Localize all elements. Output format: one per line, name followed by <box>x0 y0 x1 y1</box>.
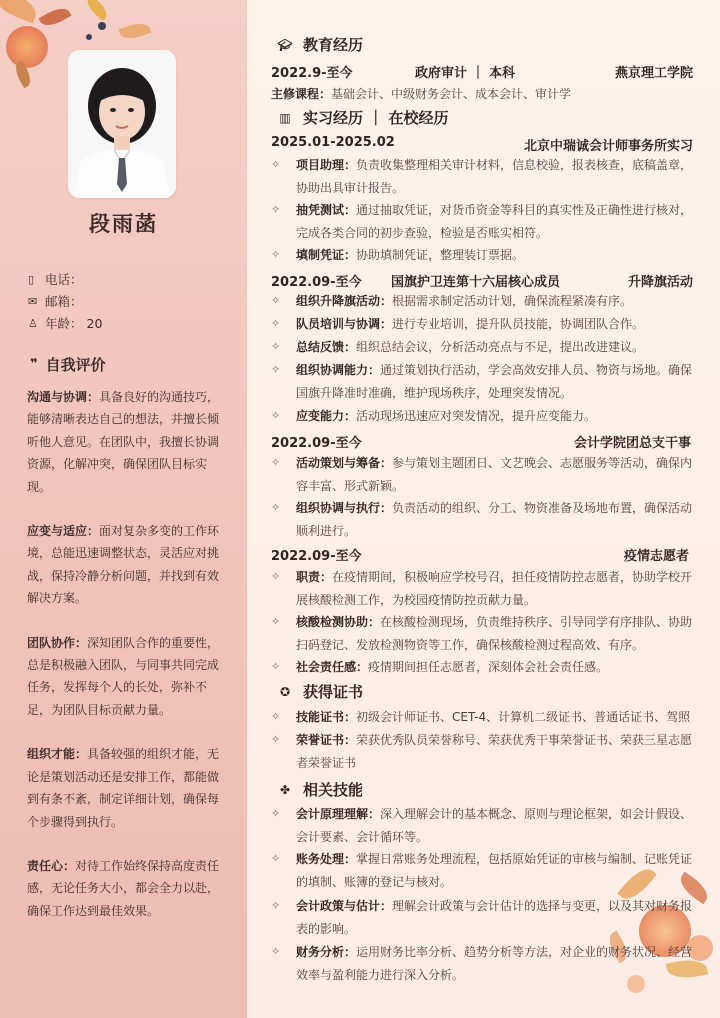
puzzle-icon: ✤ <box>279 782 291 797</box>
bullet-label: 填制凭证： <box>296 248 357 262</box>
graduation-cap-icon: 🎓︎ <box>277 37 293 52</box>
diamond-icon: ✧ <box>271 852 281 865</box>
diamond-icon: ✧ <box>271 945 281 958</box>
skills-title-text: 相关技能 <box>303 781 364 799</box>
list-item <box>271 729 696 774</box>
list-item <box>271 848 696 893</box>
bullet-text: 协助填制凭证，整理装订票据。 <box>356 248 525 262</box>
bullet-text: 荣获优秀队员荣誉称号、荣获优秀干事荣誉证书、荣获三星志愿者荣誉证书 <box>296 733 693 770</box>
bullet-label: 账务处理： <box>296 852 357 866</box>
list-item <box>271 313 696 336</box>
bullet-label: 财务分析： <box>296 945 357 959</box>
person-icon: ♙ <box>28 316 38 330</box>
diamond-icon: ✧ <box>271 733 281 746</box>
education-period: 2022.9-至今 <box>271 66 353 81</box>
skills-section-title <box>276 779 363 800</box>
bullet-text: 运用财务比率分析、趋势分析等方法，对企业的财务状况、经营效率与盈利能力进行深入分析。 <box>296 945 693 982</box>
education-school: 燕京理工学院 <box>614 66 693 81</box>
phone-icon: ▯ <box>28 272 35 286</box>
courses-label: 主修课程： <box>271 87 332 101</box>
bullet-label: 社会责任感： <box>296 660 369 674</box>
bullet-text: 初级会计师证书、CET-4、计算机二级证书、普通话证书、驾照 <box>356 710 691 724</box>
bullet-text: 通过策划执行活动，学会高效安排人员、物资与场地。确保国旗升降准时准确，维护现场秩序，处理突发情况。 <box>296 363 693 400</box>
list-item <box>271 497 696 542</box>
experience-period: 2022.09-至今 <box>271 436 362 451</box>
diamond-icon: ✧ <box>271 363 281 376</box>
diamond-icon: ✧ <box>271 710 281 723</box>
list-item <box>271 405 696 428</box>
bullet-label: 会计原理理解： <box>296 807 381 821</box>
self-eval-item <box>27 743 227 833</box>
list-item <box>271 336 696 359</box>
list-item <box>271 803 696 848</box>
bullet-text: 在核酸检测现场，负责维持秩序、引导同学有序排队、协助扫码登记、发放检测物资等工作，确保核酸检测过程高效、有序。 <box>296 615 693 652</box>
experience-section-title <box>276 107 448 128</box>
bullet-label: 项目助理： <box>296 158 357 172</box>
email-row <box>28 290 102 312</box>
diamond-icon: ✧ <box>271 501 281 514</box>
bullet-text: 疫情期间担任志愿者，深刻体会社会责任感。 <box>368 660 609 674</box>
self-eval-label: 应变与适应： <box>27 524 100 539</box>
bullet-label: 会计政策与估计： <box>296 899 393 913</box>
diamond-icon: ✧ <box>271 615 281 628</box>
list-item <box>271 244 696 267</box>
diamond-icon: ✧ <box>271 317 281 330</box>
self-eval-list <box>27 386 227 944</box>
bullet-text: 负责活动的组织、分工、物资准备及场地布置，确保活动顺利进行。 <box>296 501 693 538</box>
age-row <box>28 312 102 334</box>
bullet-label: 活动策划与筹备： <box>296 456 393 470</box>
self-eval-label: 团队协作： <box>27 635 88 650</box>
bullet-text: 活动现场迅速应对突发情况，提升应变能力。 <box>356 409 597 423</box>
list-item <box>271 941 696 986</box>
list-item <box>271 656 696 679</box>
experience-org: 疫情志愿者 <box>623 549 689 564</box>
education-major: 政府审计 ｜ 本科 <box>415 66 516 81</box>
bullet-label: 核酸检测协助： <box>296 615 381 629</box>
applicant-name: 段雨菡 <box>89 212 158 236</box>
education-title-text: 教育经历 <box>303 36 364 54</box>
self-eval-item <box>27 520 227 610</box>
courses-text: 基础会计、中级财务会计、成本会计、审计学 <box>331 87 572 101</box>
phone-row <box>28 268 102 290</box>
self-eval-item <box>27 855 227 922</box>
bullet-text: 在疫情期间，积极响应学校号召，担任疫情防控志愿者，协助学校开展核酸检测工作，为校园疫情防控贡献力量。 <box>296 570 693 607</box>
diamond-icon: ✧ <box>271 340 281 353</box>
experience-org: 北京中瑞诚会计师事务所实习 <box>523 139 693 154</box>
self-eval-title-text: 自我评价 <box>45 356 106 374</box>
sidebar <box>0 0 247 1018</box>
experience-role: 国旗护卫连第十六届核心成员 <box>391 275 561 290</box>
bullet-label: 职责： <box>296 570 333 584</box>
diamond-icon: ✧ <box>271 203 281 216</box>
building-icon: ▥ <box>279 110 291 125</box>
bullet-text: 掌握日常账务处理流程，包括原始凭证的审核与编制、记账凭证的填制、账簿的登记与核对。 <box>296 852 693 889</box>
list-item <box>271 154 696 199</box>
mail-icon: ✉ <box>28 294 38 308</box>
bullet-label: 总结反馈： <box>296 340 357 354</box>
self-eval-text: 面对复杂多变的工作环境，总能迅速调整状态，灵活应对挑战，保持冷静分析问题，并找到有效解决方案。 <box>27 524 220 606</box>
self-eval-label: 组织才能： <box>27 747 88 762</box>
bullet-label: 组织协调能力： <box>296 363 381 377</box>
self-eval-text: 具备较强的组织才能，无论是策划活动还是安排工作，都能做到有条不紊，制定详细计划，确保每个步骤得到执行。 <box>27 747 220 829</box>
bullet-label: 荣誉证书： <box>296 733 357 747</box>
experience-period: 2025.01-2025.02 <box>271 135 395 150</box>
list-item <box>271 290 696 313</box>
self-eval-text: 具备良好的沟通技巧，能够清晰表达自己的想法，并擅长倾听他人意见。在团队中，我擅长协调资源，化解冲突，确保团队目标实现。 <box>27 390 220 494</box>
list-item <box>271 706 696 729</box>
diamond-icon: ✧ <box>271 248 281 261</box>
self-eval-text: 深知团队合作的重要性，总是积极融入团队，与同事共同完成任务，发挥每个人的长处，弥补不足，为团队目标贡献力量。 <box>27 635 220 717</box>
bullet-label: 组织升降旗活动： <box>296 294 393 308</box>
bullet-text: 根据需求制定活动计划，确保流程紧凑有序。 <box>392 294 633 308</box>
experience-period: 2022.09-至今 <box>271 549 362 564</box>
self-eval-item <box>27 386 227 498</box>
self-eval-item <box>27 632 227 722</box>
experience-period: 2022.09-至今 <box>271 275 362 290</box>
bullet-text: 进行专业培训，提升队员技能，协调团队合作。 <box>392 317 645 331</box>
list-item <box>271 199 696 244</box>
list-item <box>271 452 696 497</box>
experience-org: 会计学院团总支干事 <box>573 436 691 451</box>
diamond-icon: ✧ <box>271 899 281 912</box>
list-item <box>271 359 696 404</box>
diamond-icon: ✧ <box>271 409 281 422</box>
experience-org: 升降旗活动 <box>627 275 693 290</box>
list-item <box>271 895 696 940</box>
bullet-label: 技能证书： <box>296 710 357 724</box>
diamond-icon: ✧ <box>271 660 281 673</box>
bullet-text: 深入理解会计的基本概念、原则与理论框架，如会计假设、会计要素、会计循环等。 <box>296 807 693 844</box>
self-eval-label: 沟通与协调： <box>27 390 100 404</box>
phone-label: 电话： <box>45 272 83 287</box>
certificates-title-text: 获得证书 <box>303 683 364 701</box>
bullet-text: 参与策划主题团日、文艺晚会、志愿服务等活动，确保内容丰富、形式新颖。 <box>296 456 693 493</box>
self-eval-label: 责任心： <box>27 858 76 873</box>
list-item <box>271 566 696 611</box>
bullet-text: 负责收集整理相关审计材料，信息校验，报表核查，底稿盖章，协助出具审计报告。 <box>296 158 693 195</box>
education-section-title <box>276 34 363 55</box>
bullet-text: 理解会计政策与会计估计的选择与变更，以及其对财务报表的影响。 <box>296 899 693 936</box>
bullet-label: 抽凭测试： <box>296 203 357 217</box>
quote-icon: ❞ <box>30 357 38 372</box>
age-label: 年龄： <box>45 316 83 331</box>
avatar <box>68 50 176 198</box>
certificates-section-title <box>276 681 363 702</box>
diamond-icon: ✧ <box>271 456 281 469</box>
list-item <box>271 611 696 656</box>
education-courses <box>271 85 693 102</box>
contact-info <box>28 268 102 334</box>
bullet-label: 组织协调与执行： <box>296 501 393 515</box>
diamond-icon: ✧ <box>271 294 281 307</box>
diamond-icon: ✧ <box>271 807 281 820</box>
bullet-text: 通过抽取凭证，对货币资金等科目的真实性及正确性进行核对，完成各类合同的初步查验，检验是否账实相符。 <box>296 203 693 240</box>
bullet-text: 组织总结会议，分析活动亮点与不足，提出改进建议。 <box>356 340 645 354</box>
bullet-label: 应变能力： <box>296 409 357 423</box>
self-eval-text: 对待工作始终保持高度责任感，无论任务大小，都会全力以赴，确保工作达到最佳效果。 <box>27 858 220 918</box>
self-eval-title <box>30 354 106 375</box>
experience-title-text: 实习经历 ｜ 在校经历 <box>303 109 449 127</box>
diamond-icon: ✧ <box>271 158 281 171</box>
bullet-label: 队员培训与协调： <box>296 317 393 331</box>
age-value: 20 <box>86 315 103 331</box>
diamond-icon: ✧ <box>271 570 281 583</box>
award-icon: ✪ <box>279 684 291 699</box>
email-label: 邮箱： <box>45 294 83 309</box>
